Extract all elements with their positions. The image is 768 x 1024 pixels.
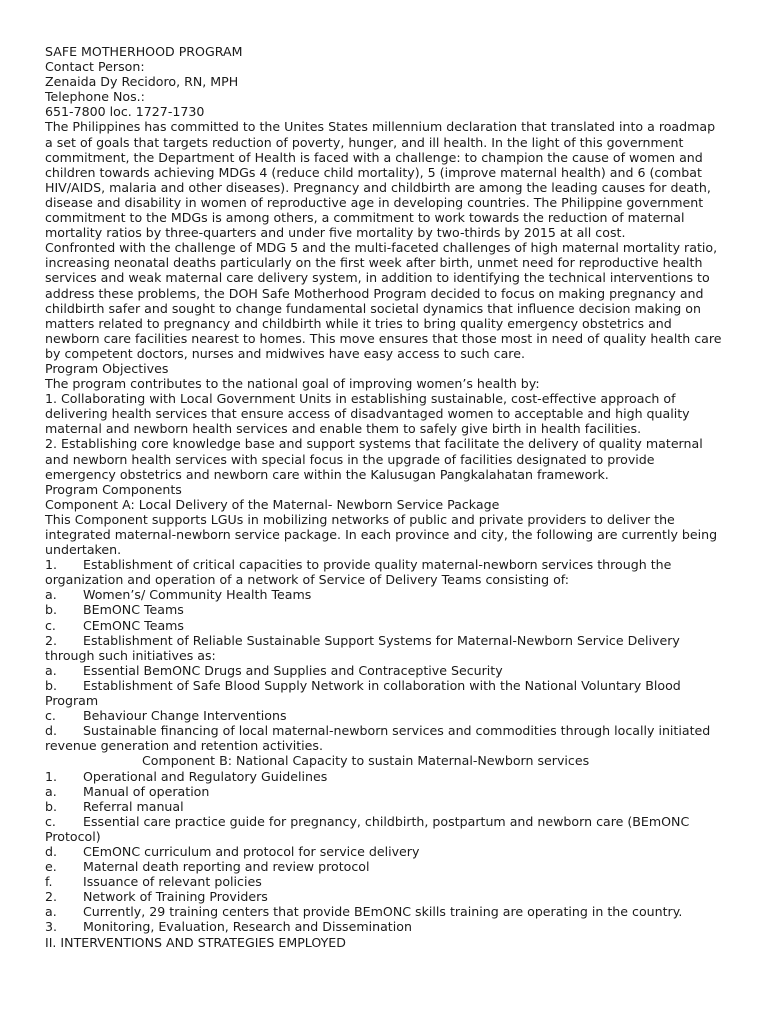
list-item-text: Network of Training Providers [83,889,268,905]
component-b-item-2 [45,889,752,919]
objectives-heading: Program Objectives [45,360,169,376]
list-item-text: Manual of operation [83,783,210,799]
objective-line: and newborn health services with special focus in the upgrade of facilities designated to provide [45,451,655,467]
list-marker: d. [45,723,57,739]
objective-line: emergency obstetrics and newborn care within the Kalusugan Pangkalahatan framework. [45,466,609,482]
list-item-text: Referral manual [83,798,184,814]
intro-line: services and weak maternal care delivery system, in addition to identifying the technical interventions to [45,270,710,286]
list-item-continuation: revenue generation and retention activities. [45,738,323,754]
list-marker: d. [45,843,57,859]
intro-line: matters related to pregnancy and childbirth while it tries to bring quality emergency obstetrics and [45,315,672,331]
list-item-text: Women’s/ Community Health Teams [83,587,312,603]
component-a-item-1 [45,557,752,632]
list-item-text: Currently, 29 training centers that provide BEmONC skills training are operating in the country. [83,904,683,920]
intro-paragraph [45,119,752,361]
contact-name: Zenaida Dy Recidoro, RN, MPH [45,74,239,90]
objective-line: delivering health services that ensure access of disadvantaged women to acceptable and high quality [45,406,690,422]
component-a-desc-line: undertaken. [45,542,122,558]
intro-line: commitment to the MDGs is among others, a commitment to work towards the reduction of maternal [45,210,685,226]
component-b-item-3 [45,919,752,934]
components-heading: Program Components [45,481,182,497]
list-item-text: Establishment of Safe Blood Supply Network in collaboration with the National Voluntary Blood [83,677,681,693]
list-item-continuation: organization and operation of a network of Service of Delivery Teams consisting of: [45,572,570,588]
list-item-text: Monitoring, Evaluation, Research and Dissemination [83,919,412,935]
list-marker: 1. [45,557,58,573]
list-marker: a. [45,783,57,799]
intro-line: HIV/AIDS, malaria and other diseases). Pregnancy and childbirth are among the leading causes for death, [45,179,711,195]
list-marker: b. [45,798,57,814]
objective-line: 1. Collaborating with Local Government Units in establishing sustainable, cost-effective approach of [45,391,676,407]
component-a-desc-line: integrated maternal-newborn service package. In each province and city, the following are currently being [45,527,718,542]
list-item-text: Maternal death reporting and review protocol [83,859,370,875]
list-item-continuation: through such initiatives as: [45,647,216,663]
list-marker: b. [45,602,57,618]
component-b-item-1 [45,769,752,890]
intro-line: newborn care facilities nearest to homes. This move ensures that those most in need of quality health care [45,330,722,346]
list-item-text: Establishment of critical capacities to provide quality maternal-newborn services through the [83,557,672,573]
list-marker: a. [45,904,57,920]
list-marker: a. [45,587,57,603]
objective-line: 2. Establishing core knowledge base and support systems that facilitate the delivery of quality maternal [45,436,703,452]
objective-line: maternal and newborn health services and enable them to safely give birth in health facilities. [45,421,642,437]
component-b-title: Component B: National Capacity to sustain Maternal-Newborn services [142,753,590,769]
list-marker: b. [45,677,57,693]
objectives-lead: The program contributes to the national goal of improving women’s health by: [45,376,540,392]
list-marker: 3. [45,919,58,935]
list-marker: 2. [45,889,58,905]
intro-line: mortality ratios by three-quarters and under five mortality by two-thirds by 2015 at all cost. [45,225,626,241]
intro-line: Confronted with the challenge of MDG 5 and the multi-faceted challenges of high maternal mortality ratio, [45,240,718,256]
list-item-text: Establishment of Reliable Sustainable Support Systems for Maternal-Newborn Service Delivery [83,632,680,648]
intro-line: increasing neonatal deaths particularly on the first week after birth, unmet need for reproductive health [45,255,703,271]
list-marker: 2. [45,632,58,648]
list-marker: 1. [45,768,58,784]
contact-label: Contact Person: [45,59,145,75]
intro-line: by competent doctors, nurses and midwives have easy access to such care. [45,345,525,361]
component-a-item-2 [45,633,752,754]
list-item-text: CEmONC curriculum and protocol for service delivery [83,843,420,859]
section-ii-heading: II. INTERVENTIONS AND STRATEGIES EMPLOYED [45,934,346,950]
list-item-continuation: Program [45,693,99,709]
list-marker: e. [45,859,57,875]
list-item-text: Sustainable financing of local maternal-newborn services and commodities through locally initiated [83,723,711,739]
intro-line: commitment, the Department of Health is faced with a challenge: to champion the cause of women and [45,149,703,165]
intro-line: a set of goals that targets reduction of poverty, hunger, and ill health. In the light of this government [45,134,684,150]
list-item-continuation: Protocol) [45,828,101,844]
list-item-text: Operational and Regulatory Guidelines [83,768,328,784]
intro-line: disease and disability in women of reproductive age in developing countries. The Philippine government [45,194,704,210]
objectives-list [45,391,752,482]
list-item-text: BEmONC Teams [83,602,184,618]
list-marker: c. [45,708,56,724]
telephone-number: 651-7800 loc. 1727-1730 [45,104,205,120]
list-marker: c. [45,813,56,829]
intro-line: address these problems, the DOH Safe Motherhood Program decided to focus on making pregnancy and [45,285,704,301]
intro-line: children towards achieving MDGs 4 (reduce child mortality), 5 (improve maternal health) and 6 (combat [45,164,702,180]
component-a-title: Component A: Local Delivery of the Maternal- Newborn Service Package [45,496,500,512]
component-a-desc-line: This Component supports LGUs in mobilizing networks of public and private providers to deliver the [45,511,675,527]
list-item-text: Behaviour Change Interventions [83,708,287,724]
list-marker: c. [45,617,56,633]
list-item-text: CEmONC Teams [83,617,184,633]
list-item-text: Essential care practice guide for pregnancy, childbirth, postpartum and newborn care (BEmONC [83,813,690,829]
list-marker: a. [45,662,57,678]
list-marker: f. [45,874,53,890]
list-item-text: Essential BemONC Drugs and Supplies and Contraceptive Security [83,662,503,678]
component-a-description [45,512,752,557]
intro-line: childbirth safer and sought to change fundamental societal dynamics that influence decision making on [45,300,701,316]
telephone-label: Telephone Nos.: [45,89,145,105]
list-item-text: Issuance of relevant policies [83,874,262,890]
program-title: SAFE MOTHERHOOD PROGRAM [45,44,243,59]
intro-line: The Philippines has committed to the Unites States millennium declaration that translated into a roadmap [45,119,716,135]
